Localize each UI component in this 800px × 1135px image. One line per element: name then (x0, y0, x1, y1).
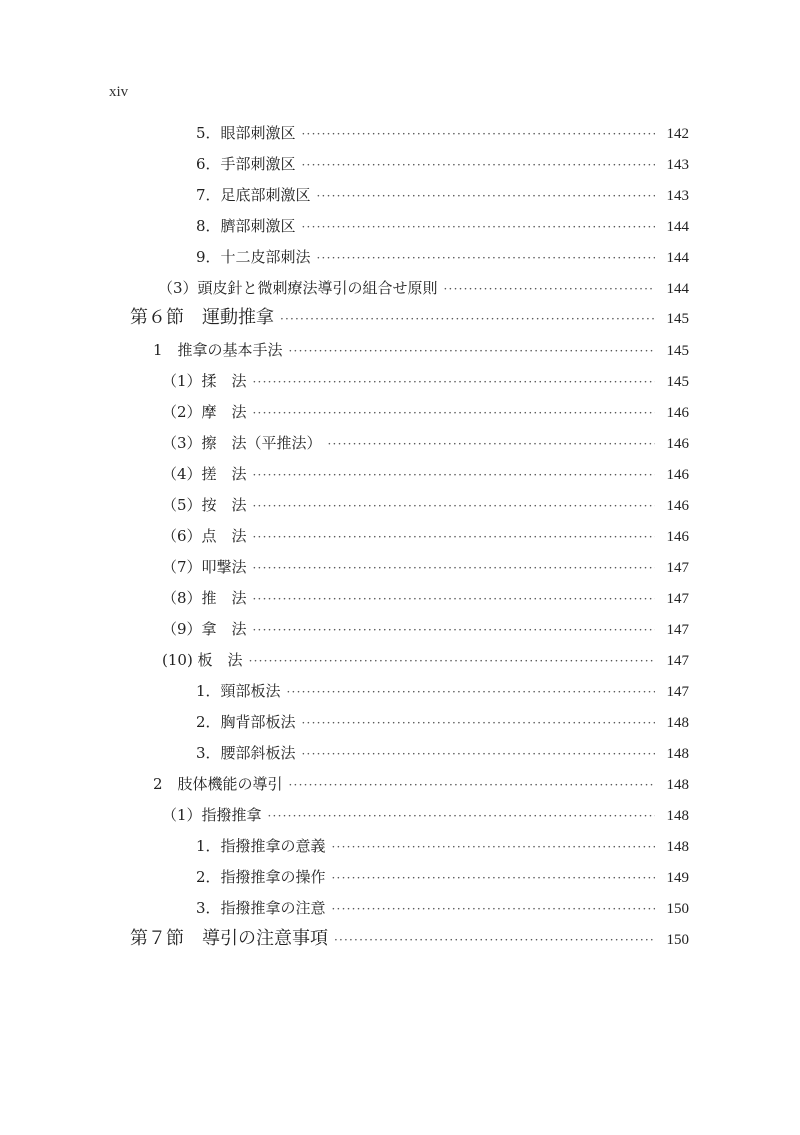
toc-entry[interactable] (158, 275, 689, 301)
toc-entry-label: 3．指撥推拿の注意 (196, 899, 326, 917)
toc-entry[interactable] (162, 616, 689, 642)
toc-entry-label: 2．指撥推拿の操作 (196, 868, 326, 886)
toc-entry-page: 143 (666, 157, 689, 173)
toc-entry-label: （5）按 法 (162, 496, 247, 514)
dot-leader (249, 648, 655, 674)
dot-leader (253, 400, 655, 426)
toc-section-7[interactable] (130, 926, 689, 952)
toc-entry-label: （4）搓 法 (162, 465, 247, 483)
dot-leader (289, 772, 655, 798)
toc-entry[interactable] (162, 430, 689, 456)
toc-entry[interactable] (196, 182, 689, 208)
toc-entry-page: 150 (666, 901, 689, 917)
toc-entry[interactable] (196, 244, 689, 270)
toc-entry-page: 145 (666, 311, 689, 327)
toc-entry-page: 143 (666, 188, 689, 204)
toc-entry[interactable] (162, 647, 689, 673)
toc-entry-page: 148 (666, 715, 689, 731)
dot-leader (332, 834, 655, 860)
dot-leader (287, 679, 655, 705)
toc-entry-page: 150 (666, 932, 689, 948)
toc-entry-page: 147 (666, 591, 689, 607)
dot-leader (268, 803, 655, 829)
toc-entry[interactable] (162, 461, 689, 487)
toc-entry-label: 7．足底部刺激区 (196, 186, 311, 204)
toc-entry-page: 148 (666, 746, 689, 762)
toc-entry-label: 1．頸部板法 (196, 682, 281, 700)
dot-leader (332, 865, 655, 891)
dot-leader (253, 462, 655, 488)
dot-leader (302, 152, 655, 178)
toc-entry-label: 第７節 導引の注意事項 (130, 928, 328, 949)
toc-entry[interactable] (196, 833, 689, 859)
toc-entry-page: 147 (666, 622, 689, 638)
toc-entry-page: 144 (666, 250, 689, 266)
toc-entry-label: （7）叩撃法 (162, 558, 247, 576)
toc-entry[interactable] (162, 554, 689, 580)
toc-section-6[interactable] (130, 305, 689, 331)
toc-entry[interactable] (153, 337, 689, 363)
dot-leader (334, 927, 655, 953)
dot-leader (444, 276, 655, 302)
dot-leader (302, 710, 655, 736)
toc-entry[interactable] (162, 585, 689, 611)
toc-entry[interactable] (153, 771, 689, 797)
toc-entry-page: 148 (666, 808, 689, 824)
dot-leader (302, 121, 655, 147)
toc-entry-page: 146 (666, 498, 689, 514)
page-number: xiv (109, 84, 129, 100)
toc-entry[interactable] (196, 151, 689, 177)
dot-leader (302, 214, 655, 240)
dot-leader (289, 338, 655, 364)
toc-entry-page: 146 (666, 405, 689, 421)
toc-entry-page: 147 (666, 653, 689, 669)
toc-entry-label: 3．腰部斜板法 (196, 744, 296, 762)
toc-entry[interactable] (196, 213, 689, 239)
toc-entry-label: （3）擦 法（平推法） (162, 434, 322, 452)
toc-entry[interactable] (162, 523, 689, 549)
toc-entry[interactable] (162, 492, 689, 518)
toc-entry-label: （8）推 法 (162, 589, 247, 607)
toc-entry-label: 1．指撥推拿の意義 (196, 837, 326, 855)
toc-entry-page: 145 (666, 343, 689, 359)
dot-leader (253, 555, 655, 581)
dot-leader (253, 617, 655, 643)
dot-leader (317, 183, 655, 209)
toc-entry-label: 2 肢体機能の導引 (153, 775, 283, 793)
dot-leader (253, 524, 655, 550)
dot-leader (253, 369, 655, 395)
toc-entry[interactable] (162, 802, 689, 828)
toc-entry[interactable] (196, 895, 689, 921)
toc-entry-label: （3）頭皮針と微刺療法導引の組合せ原則 (158, 279, 438, 297)
toc-entry-label: （2）摩 法 (162, 403, 247, 421)
toc-entry-label: 1 推拿の基本手法 (153, 341, 283, 359)
toc-entry[interactable] (196, 678, 689, 704)
toc-entry[interactable] (196, 709, 689, 735)
toc-entry[interactable] (162, 399, 689, 425)
toc-entry-page: 146 (666, 467, 689, 483)
toc-entry[interactable] (196, 120, 689, 146)
toc-entry-label: 6．手部刺激区 (196, 155, 296, 173)
toc-entry-page: 148 (666, 777, 689, 793)
toc-entry-label: （1）揉 法 (162, 372, 247, 390)
toc-entry[interactable] (196, 864, 689, 890)
dot-leader (317, 245, 655, 271)
toc-entry[interactable] (162, 368, 689, 394)
dot-leader (253, 493, 655, 519)
dot-leader (253, 586, 655, 612)
toc-entry-page: 148 (666, 839, 689, 855)
toc-entry-label: 第６節 運動推拿 (130, 307, 274, 328)
toc-entry-page: 144 (666, 281, 689, 297)
toc-entry-label: （6）点 法 (162, 527, 247, 545)
toc-entry-label: (10) 板 法 (162, 651, 243, 669)
toc-entry-page: 145 (666, 374, 689, 390)
toc-entry-page: 146 (666, 529, 689, 545)
toc-entry[interactable] (196, 740, 689, 766)
toc-entry-page: 147 (666, 560, 689, 576)
toc-entry-label: （1）指撥推拿 (162, 806, 262, 824)
dot-leader (332, 896, 655, 922)
toc-entry-label: 9．十二皮部刺法 (196, 248, 311, 266)
dot-leader (302, 741, 655, 767)
toc-entry-page: 149 (666, 870, 689, 886)
dot-leader (328, 431, 655, 457)
dot-leader (280, 306, 655, 332)
toc-entry-label: （9）拿 法 (162, 620, 247, 638)
toc-entry-page: 144 (666, 219, 689, 235)
toc-entry-page: 147 (666, 684, 689, 700)
toc-entry-label: 8．臍部刺激区 (196, 217, 296, 235)
toc-entry-page: 142 (666, 126, 689, 142)
toc-entry-label: 5．眼部刺激区 (196, 124, 296, 142)
toc-entry-page: 146 (666, 436, 689, 452)
toc-entry-label: 2．胸背部板法 (196, 713, 296, 731)
